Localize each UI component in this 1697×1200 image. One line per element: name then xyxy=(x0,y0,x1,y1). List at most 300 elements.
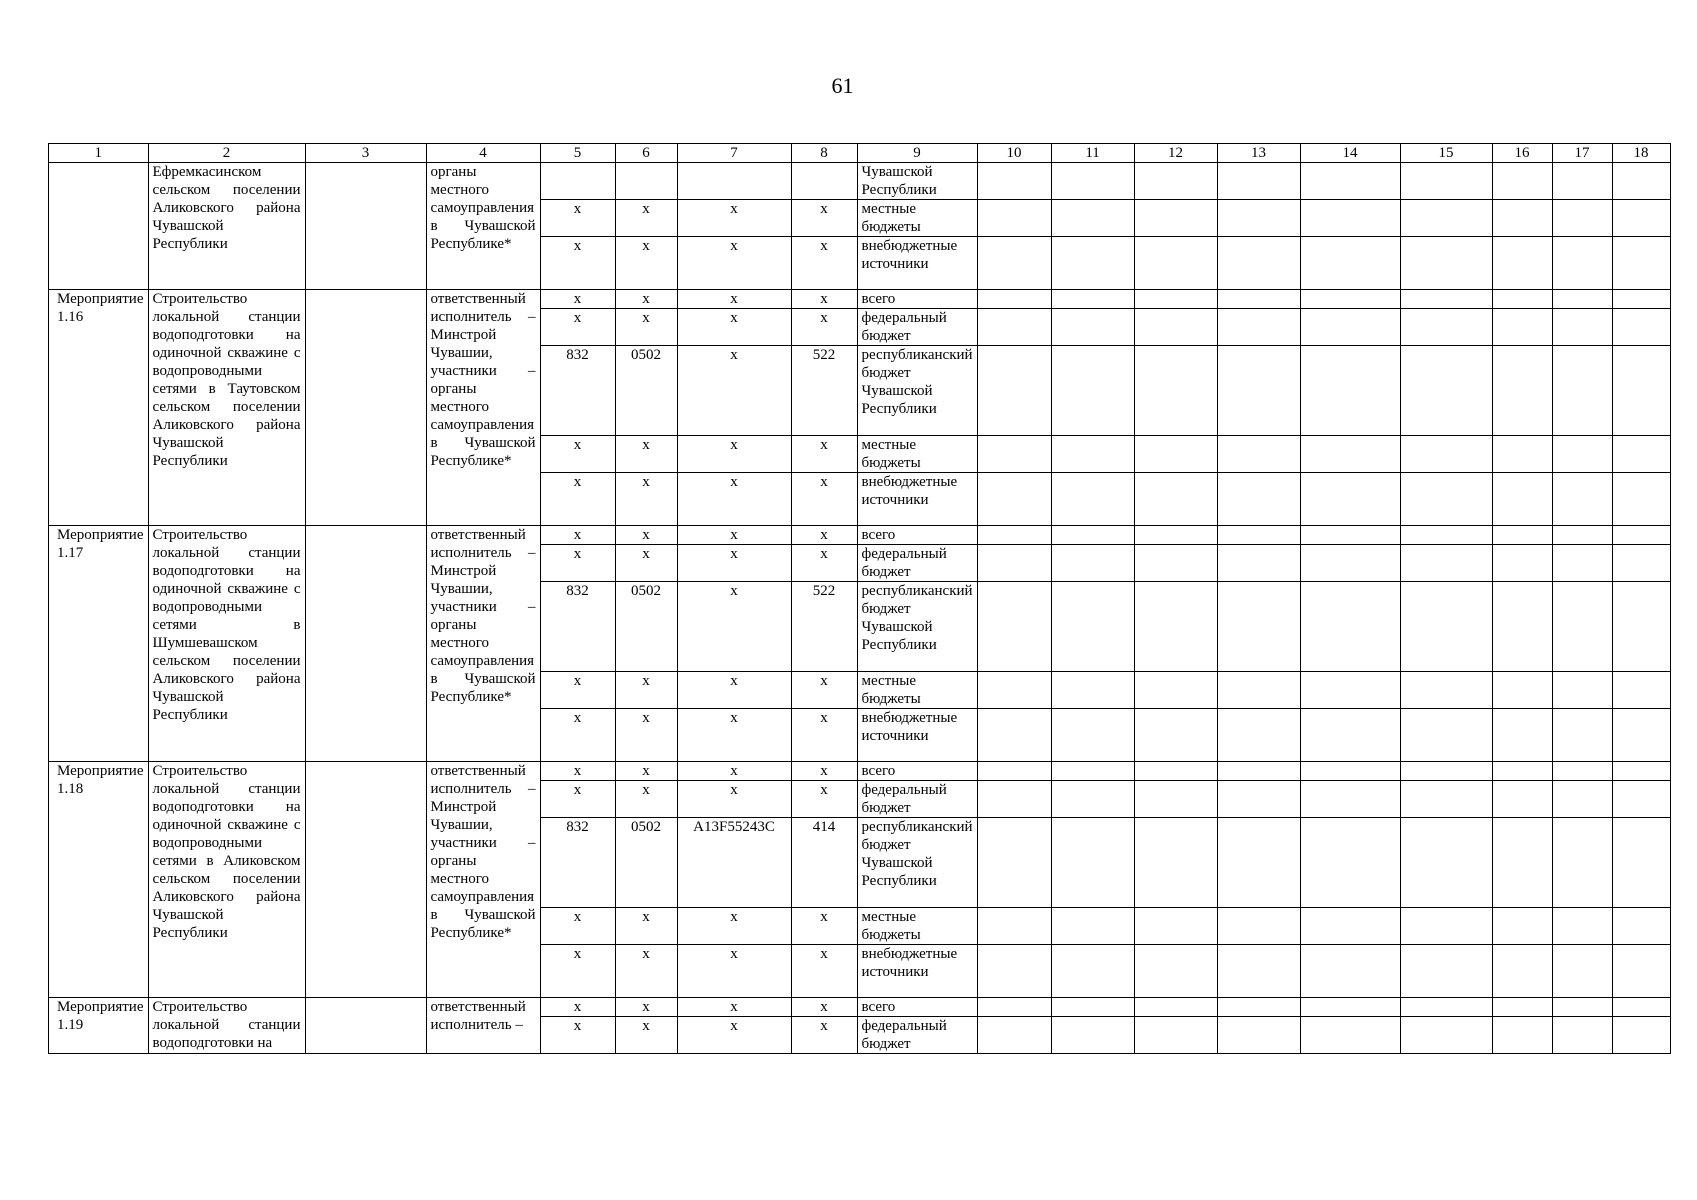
column-number: 6 xyxy=(615,144,677,163)
year-value-cell xyxy=(1217,762,1300,781)
grbs-code-cell: x xyxy=(540,290,615,309)
section-code-cell: x xyxy=(615,908,677,945)
target-article-cell: x xyxy=(677,436,791,473)
grbs-code-cell: x xyxy=(540,1017,615,1054)
year-value-cell xyxy=(1134,237,1217,290)
target-article-cell: x xyxy=(677,545,791,582)
funding-source-cell: местные бюджеты xyxy=(857,436,977,473)
year-value-cell xyxy=(1051,473,1134,526)
expense-type-cell: x xyxy=(791,672,857,709)
column-number: 13 xyxy=(1217,144,1300,163)
funding-source-cell: Чувашской Республики xyxy=(857,163,977,200)
column-number-row xyxy=(49,144,1671,163)
year-value-cell xyxy=(1492,945,1552,998)
year-value-cell xyxy=(1492,309,1552,346)
table-row xyxy=(49,998,1671,1017)
target-article-cell: x xyxy=(677,200,791,237)
section-code-cell: x xyxy=(615,473,677,526)
year-value-cell xyxy=(1492,290,1552,309)
funding-source-cell: внебюджетные источники xyxy=(857,473,977,526)
year-value-cell xyxy=(1051,582,1134,672)
year-value-cell xyxy=(1051,290,1134,309)
year-value-cell xyxy=(1051,237,1134,290)
column-number: 16 xyxy=(1492,144,1552,163)
table-row xyxy=(49,290,1671,309)
year-value-cell xyxy=(1552,945,1612,998)
target-article-cell: x xyxy=(677,526,791,545)
year-value-cell xyxy=(1134,290,1217,309)
column-number: 7 xyxy=(677,144,791,163)
year-value-cell xyxy=(1217,998,1300,1017)
year-value-cell xyxy=(1217,1017,1300,1054)
year-value-cell xyxy=(1492,526,1552,545)
year-value-cell xyxy=(1051,436,1134,473)
year-value-cell xyxy=(1051,998,1134,1017)
year-value-cell xyxy=(1134,998,1217,1017)
year-value-cell xyxy=(1552,781,1612,818)
year-value-cell xyxy=(1051,1017,1134,1054)
expense-type-cell: x xyxy=(791,709,857,762)
year-value-cell xyxy=(1400,200,1492,237)
year-value-cell xyxy=(1217,781,1300,818)
year-value-cell xyxy=(1552,1017,1612,1054)
year-value-cell xyxy=(1552,346,1612,436)
expense-type-cell: 414 xyxy=(791,818,857,908)
year-value-cell xyxy=(1612,526,1670,545)
year-value-cell xyxy=(1552,908,1612,945)
year-value-cell xyxy=(1612,908,1670,945)
year-value-cell xyxy=(1400,163,1492,200)
year-value-cell xyxy=(1134,945,1217,998)
year-value-cell xyxy=(1300,309,1400,346)
year-value-cell xyxy=(977,582,1051,672)
section-code-cell: x xyxy=(615,526,677,545)
year-value-cell xyxy=(1492,762,1552,781)
funding-source-cell: внебюджетные источники xyxy=(857,945,977,998)
column-number: 9 xyxy=(857,144,977,163)
year-value-cell xyxy=(1612,436,1670,473)
year-value-cell xyxy=(1612,237,1670,290)
executor-cell: ответственный исполнитель – xyxy=(426,998,540,1054)
year-value-cell xyxy=(1300,582,1400,672)
grbs-code-cell: x xyxy=(540,945,615,998)
target-article-cell: x xyxy=(677,762,791,781)
grbs-code-cell: 832 xyxy=(540,582,615,672)
column-number: 17 xyxy=(1552,144,1612,163)
year-value-cell xyxy=(1134,818,1217,908)
grbs-code-cell: x xyxy=(540,237,615,290)
year-value-cell xyxy=(1051,545,1134,582)
year-value-cell xyxy=(1134,709,1217,762)
year-value-cell xyxy=(1612,582,1670,672)
year-value-cell xyxy=(1300,1017,1400,1054)
expense-type-cell: x xyxy=(791,200,857,237)
year-value-cell xyxy=(1400,290,1492,309)
year-value-cell xyxy=(1612,709,1670,762)
year-value-cell xyxy=(1134,163,1217,200)
year-value-cell xyxy=(1051,818,1134,908)
year-value-cell xyxy=(1492,346,1552,436)
target-article-cell: x xyxy=(677,908,791,945)
year-value-cell xyxy=(1612,200,1670,237)
year-value-cell xyxy=(1217,473,1300,526)
year-value-cell xyxy=(1217,290,1300,309)
year-value-cell xyxy=(1552,582,1612,672)
year-value-cell xyxy=(1552,998,1612,1017)
grbs-code-cell: x xyxy=(540,781,615,818)
year-value-cell xyxy=(1612,762,1670,781)
year-value-cell xyxy=(1612,545,1670,582)
executor-cell: органы местного самоуправления в Чувашской Республике* xyxy=(426,163,540,290)
section-code-cell xyxy=(615,163,677,200)
expense-type-cell: x xyxy=(791,945,857,998)
section-code-cell: 0502 xyxy=(615,818,677,908)
year-value-cell xyxy=(1400,309,1492,346)
funding-source-cell: внебюджетные источники xyxy=(857,709,977,762)
year-value-cell xyxy=(1134,908,1217,945)
target-article-cell xyxy=(677,163,791,200)
year-value-cell xyxy=(1612,290,1670,309)
year-value-cell xyxy=(1300,526,1400,545)
year-value-cell xyxy=(1300,908,1400,945)
year-value-cell xyxy=(1612,163,1670,200)
grbs-code-cell: x xyxy=(540,709,615,762)
year-value-cell xyxy=(1217,436,1300,473)
empty-cell xyxy=(305,290,426,526)
year-value-cell xyxy=(1492,781,1552,818)
year-value-cell xyxy=(1492,200,1552,237)
expense-type-cell: x xyxy=(791,1017,857,1054)
table-row xyxy=(49,762,1671,781)
funding-source-cell: всего xyxy=(857,998,977,1017)
target-article-cell: x xyxy=(677,781,791,818)
event-label-cell: Мероприятие 1.19 xyxy=(49,998,149,1054)
column-number: 12 xyxy=(1134,144,1217,163)
year-value-cell xyxy=(977,473,1051,526)
year-value-cell xyxy=(1217,672,1300,709)
year-value-cell xyxy=(1217,163,1300,200)
target-article-cell: x xyxy=(677,672,791,709)
target-article-cell: A13F55243C xyxy=(677,818,791,908)
year-value-cell xyxy=(1552,436,1612,473)
expense-type-cell: x xyxy=(791,908,857,945)
year-value-cell xyxy=(977,762,1051,781)
event-label-cell xyxy=(49,163,149,290)
year-value-cell xyxy=(977,290,1051,309)
year-value-cell xyxy=(1552,200,1612,237)
year-value-cell xyxy=(1300,200,1400,237)
year-value-cell xyxy=(1612,998,1670,1017)
expense-type-cell: x xyxy=(791,290,857,309)
year-value-cell xyxy=(1400,473,1492,526)
year-value-cell xyxy=(1300,762,1400,781)
funding-source-cell: местные бюджеты xyxy=(857,200,977,237)
column-number: 1 xyxy=(49,144,149,163)
year-value-cell xyxy=(1400,1017,1492,1054)
grbs-code-cell: x xyxy=(540,672,615,709)
target-article-cell: x xyxy=(677,473,791,526)
year-value-cell xyxy=(1612,473,1670,526)
year-value-cell xyxy=(977,781,1051,818)
year-value-cell xyxy=(1134,436,1217,473)
year-value-cell xyxy=(1134,672,1217,709)
target-article-cell: x xyxy=(677,945,791,998)
year-value-cell xyxy=(1300,237,1400,290)
event-description-cell: Строительство локальной станции водоподготовки на одиночной скважине с водопроводными сетями в Аликовском сельском поселении Аликовского района Чувашской Республики xyxy=(148,762,305,998)
expense-type-cell: x xyxy=(791,309,857,346)
funding-source-cell: республиканский бюджет Чувашской Республики xyxy=(857,818,977,908)
year-value-cell xyxy=(1051,762,1134,781)
expense-type-cell: x xyxy=(791,762,857,781)
executor-cell: ответственный исполнитель – Минстрой Чувашии, участники – органы местного самоуправления в Чувашской Республике* xyxy=(426,526,540,762)
event-label-cell: Мероприятие 1.17 xyxy=(49,526,149,762)
section-code-cell: x xyxy=(615,309,677,346)
year-value-cell xyxy=(1492,473,1552,526)
year-value-cell xyxy=(1217,346,1300,436)
grbs-code-cell: 832 xyxy=(540,818,615,908)
column-number: 15 xyxy=(1400,144,1492,163)
year-value-cell xyxy=(977,309,1051,346)
year-value-cell xyxy=(1051,709,1134,762)
section-code-cell: x xyxy=(615,545,677,582)
expense-type-cell: x xyxy=(791,526,857,545)
year-value-cell xyxy=(1612,309,1670,346)
funding-source-cell: местные бюджеты xyxy=(857,672,977,709)
section-code-cell: x xyxy=(615,998,677,1017)
section-code-cell: x xyxy=(615,436,677,473)
year-value-cell xyxy=(977,237,1051,290)
year-value-cell xyxy=(1300,473,1400,526)
section-code-cell: x xyxy=(615,709,677,762)
year-value-cell xyxy=(977,545,1051,582)
grbs-code-cell: x xyxy=(540,436,615,473)
column-number: 14 xyxy=(1300,144,1400,163)
year-value-cell xyxy=(1492,998,1552,1017)
column-number: 18 xyxy=(1612,144,1670,163)
year-value-cell xyxy=(1612,945,1670,998)
year-value-cell xyxy=(1134,545,1217,582)
year-value-cell xyxy=(1492,818,1552,908)
year-value-cell xyxy=(1612,346,1670,436)
grbs-code-cell: x xyxy=(540,309,615,346)
section-code-cell: 0502 xyxy=(615,346,677,436)
year-value-cell xyxy=(1051,945,1134,998)
grbs-code-cell: x xyxy=(540,200,615,237)
target-article-cell: x xyxy=(677,309,791,346)
year-value-cell xyxy=(1134,200,1217,237)
section-code-cell: x xyxy=(615,237,677,290)
year-value-cell xyxy=(1612,818,1670,908)
year-value-cell xyxy=(1492,237,1552,290)
year-value-cell xyxy=(1051,672,1134,709)
funding-source-cell: федеральный бюджет xyxy=(857,309,977,346)
year-value-cell xyxy=(977,998,1051,1017)
year-value-cell xyxy=(1051,346,1134,436)
budget-table xyxy=(48,143,1671,1054)
year-value-cell xyxy=(1400,237,1492,290)
expense-type-cell: x xyxy=(791,237,857,290)
year-value-cell xyxy=(1300,945,1400,998)
event-description-cell: Строительство локальной станции водоподготовки на xyxy=(148,998,305,1054)
year-value-cell xyxy=(1400,781,1492,818)
year-value-cell xyxy=(1217,908,1300,945)
funding-source-cell: всего xyxy=(857,762,977,781)
year-value-cell xyxy=(977,346,1051,436)
year-value-cell xyxy=(1051,526,1134,545)
section-code-cell: x xyxy=(615,762,677,781)
year-value-cell xyxy=(977,818,1051,908)
funding-source-cell: республиканский бюджет Чувашской Республики xyxy=(857,582,977,672)
year-value-cell xyxy=(1552,545,1612,582)
year-value-cell xyxy=(1051,163,1134,200)
funding-source-cell: федеральный бюджет xyxy=(857,781,977,818)
year-value-cell xyxy=(1217,237,1300,290)
expense-type-cell: x xyxy=(791,473,857,526)
section-code-cell: x xyxy=(615,1017,677,1054)
year-value-cell xyxy=(1612,781,1670,818)
year-value-cell xyxy=(1552,290,1612,309)
section-code-cell: 0502 xyxy=(615,582,677,672)
year-value-cell xyxy=(1400,998,1492,1017)
year-value-cell xyxy=(1400,672,1492,709)
year-value-cell xyxy=(1492,436,1552,473)
year-value-cell xyxy=(1134,781,1217,818)
year-value-cell xyxy=(1400,908,1492,945)
year-value-cell xyxy=(1400,709,1492,762)
year-value-cell xyxy=(1552,237,1612,290)
year-value-cell xyxy=(1300,998,1400,1017)
column-number: 4 xyxy=(426,144,540,163)
year-value-cell xyxy=(1051,200,1134,237)
target-article-cell: x xyxy=(677,290,791,309)
event-label-cell: Мероприятие 1.16 xyxy=(49,290,149,526)
year-value-cell xyxy=(1552,473,1612,526)
year-value-cell xyxy=(1492,1017,1552,1054)
year-value-cell xyxy=(1134,762,1217,781)
grbs-code-cell: x xyxy=(540,908,615,945)
event-description-cell: Строительство локальной станции водоподготовки на одиночной скважине с водопроводными сетями в Шумшевашском сельском поселении Аликовского района Чувашской Республики xyxy=(148,526,305,762)
grbs-code-cell: x xyxy=(540,473,615,526)
page-number: 61 xyxy=(831,73,854,98)
column-number: 8 xyxy=(791,144,857,163)
year-value-cell xyxy=(1492,545,1552,582)
empty-cell xyxy=(305,163,426,290)
year-value-cell xyxy=(1300,781,1400,818)
grbs-code-cell: x xyxy=(540,545,615,582)
expense-type-cell: x xyxy=(791,545,857,582)
year-value-cell xyxy=(1217,309,1300,346)
year-value-cell xyxy=(1400,346,1492,436)
year-value-cell xyxy=(977,672,1051,709)
year-value-cell xyxy=(1217,582,1300,672)
year-value-cell xyxy=(1134,582,1217,672)
year-value-cell xyxy=(1217,945,1300,998)
year-value-cell xyxy=(977,163,1051,200)
year-value-cell xyxy=(1612,1017,1670,1054)
year-value-cell xyxy=(1400,945,1492,998)
year-value-cell xyxy=(1217,818,1300,908)
funding-source-cell: республиканский бюджет Чувашской Республики xyxy=(857,346,977,436)
year-value-cell xyxy=(1217,526,1300,545)
grbs-code-cell: x xyxy=(540,998,615,1017)
year-value-cell xyxy=(1051,908,1134,945)
funding-source-cell: внебюджетные источники xyxy=(857,237,977,290)
table-row xyxy=(49,163,1671,200)
section-code-cell: x xyxy=(615,672,677,709)
funding-source-cell: всего xyxy=(857,526,977,545)
section-code-cell: x xyxy=(615,290,677,309)
event-label-cell: Мероприятие 1.18 xyxy=(49,762,149,998)
section-code-cell: x xyxy=(615,781,677,818)
year-value-cell xyxy=(1552,762,1612,781)
empty-cell xyxy=(305,762,426,998)
expense-type-cell: 522 xyxy=(791,582,857,672)
funding-source-cell: всего xyxy=(857,290,977,309)
funding-source-cell: федеральный бюджет xyxy=(857,1017,977,1054)
expense-type-cell: 522 xyxy=(791,346,857,436)
year-value-cell xyxy=(1552,526,1612,545)
expense-type-cell xyxy=(791,163,857,200)
year-value-cell xyxy=(977,908,1051,945)
grbs-code-cell: x xyxy=(540,762,615,781)
year-value-cell xyxy=(1217,200,1300,237)
year-value-cell xyxy=(1051,781,1134,818)
year-value-cell xyxy=(1400,818,1492,908)
year-value-cell xyxy=(1400,436,1492,473)
year-value-cell xyxy=(1400,582,1492,672)
year-value-cell xyxy=(1300,818,1400,908)
executor-cell: ответственный исполнитель – Минстрой Чувашии, участники – органы местного самоуправления в Чувашской Республике* xyxy=(426,290,540,526)
event-description-cell: Ефремкасинском сельском поселении Аликовского района Чувашской Республики xyxy=(148,163,305,290)
column-number: 10 xyxy=(977,144,1051,163)
target-article-cell: x xyxy=(677,346,791,436)
year-value-cell xyxy=(1134,309,1217,346)
year-value-cell xyxy=(1612,672,1670,709)
year-value-cell xyxy=(1492,709,1552,762)
section-code-cell: x xyxy=(615,200,677,237)
column-number: 3 xyxy=(305,144,426,163)
year-value-cell xyxy=(977,200,1051,237)
grbs-code-cell: x xyxy=(540,526,615,545)
year-value-cell xyxy=(1552,309,1612,346)
empty-cell xyxy=(305,998,426,1054)
target-article-cell: x xyxy=(677,237,791,290)
column-number: 2 xyxy=(148,144,305,163)
expense-type-cell: x xyxy=(791,998,857,1017)
grbs-code-cell xyxy=(540,163,615,200)
year-value-cell xyxy=(977,1017,1051,1054)
table-row xyxy=(49,526,1671,545)
column-number: 11 xyxy=(1051,144,1134,163)
target-article-cell: x xyxy=(677,709,791,762)
year-value-cell xyxy=(1552,709,1612,762)
year-value-cell xyxy=(1300,545,1400,582)
year-value-cell xyxy=(1134,526,1217,545)
year-value-cell xyxy=(1492,908,1552,945)
year-value-cell xyxy=(1217,545,1300,582)
year-value-cell xyxy=(977,436,1051,473)
table-body xyxy=(49,144,1671,1054)
year-value-cell xyxy=(1217,709,1300,762)
year-value-cell xyxy=(1300,163,1400,200)
year-value-cell xyxy=(1300,672,1400,709)
year-value-cell xyxy=(1134,473,1217,526)
year-value-cell xyxy=(1552,672,1612,709)
year-value-cell xyxy=(1400,526,1492,545)
year-value-cell xyxy=(1300,436,1400,473)
year-value-cell xyxy=(1492,163,1552,200)
year-value-cell xyxy=(1051,309,1134,346)
